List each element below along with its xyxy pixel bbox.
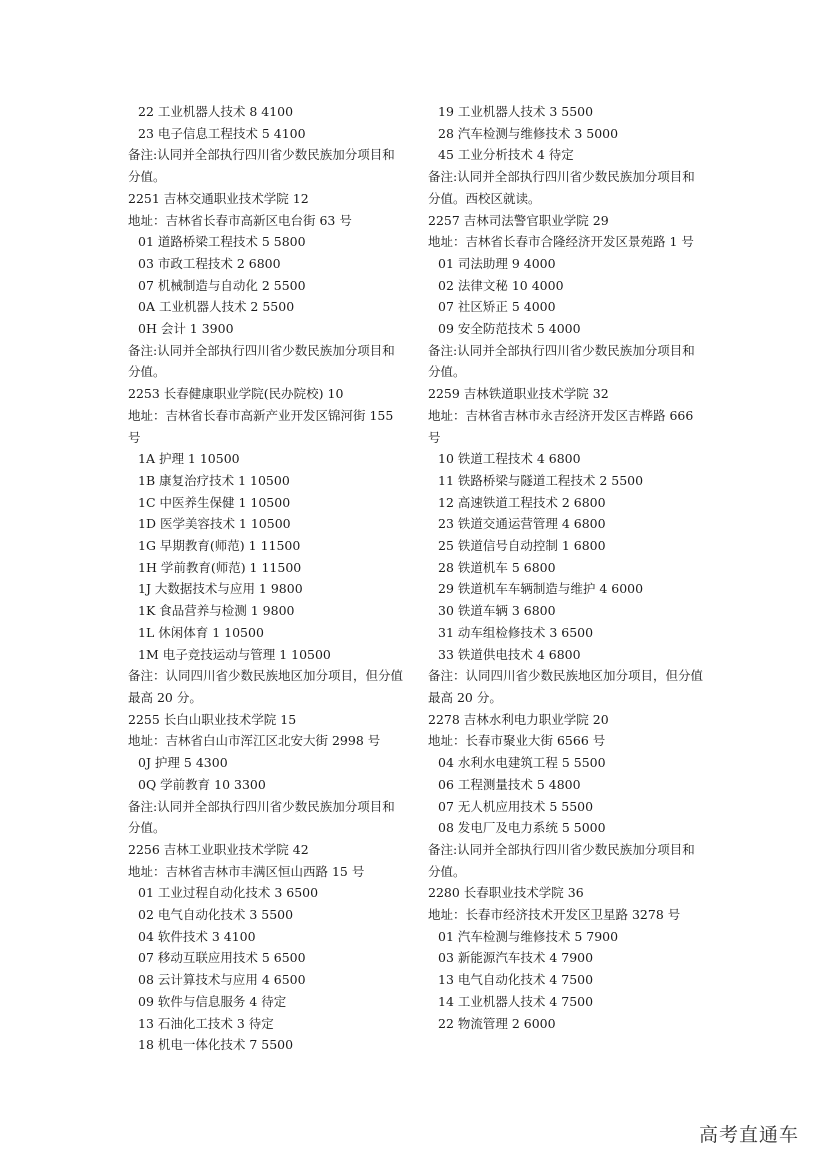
program-entry: 04 水利水电建筑工程 5 5500 — [438, 755, 606, 771]
school-heading: 2253 长春健康职业学院(民办院校) 10 — [128, 386, 344, 402]
remark-note: 备注:认同并全部执行四川省少数民族加分项目和分值。 — [128, 798, 395, 836]
program-entry: 33 铁道供电技术 4 6800 — [438, 646, 581, 662]
watermark-logo: 高考直通车 — [698, 1124, 799, 1146]
school-address: 地址：吉林省长春市合隆经济开发区景苑路 1 号 — [428, 234, 694, 250]
school-address: 地址：吉林省长春市高新产业开发区锦河街 155 号 — [128, 407, 394, 445]
program-entry: 11 铁路桥梁与隧道工程技术 2 5500 — [438, 472, 644, 488]
program-entry: 09 软件与信息服务 4 待定 — [138, 993, 287, 1009]
program-entry: 1L 休闲体育 1 10500 — [138, 624, 264, 640]
program-entry: 13 电气自动化技术 4 7500 — [438, 972, 594, 988]
school-address: 地址：吉林省长春市高新区电台街 63 号 — [128, 212, 352, 228]
program-entry: 01 工业过程自动化技术 3 6500 — [138, 885, 319, 901]
program-entry: 19 工业机器人技术 3 5500 — [438, 104, 594, 119]
program-entry: 07 无人机应用技术 5 5500 — [438, 798, 594, 814]
program-entry: 1C 中医养生保健 1 10500 — [138, 494, 291, 510]
program-entry: 08 发电厂及电力系统 5 5000 — [438, 820, 606, 836]
program-entry: 1M 电子竞技运动与管理 1 10500 — [138, 646, 331, 662]
school-address: 地址：吉林省吉林市丰满区恒山西路 15 号 — [128, 863, 365, 879]
program-entry: 0A 工业机器人技术 2 5500 — [138, 299, 295, 315]
remark-note: 备注:认同并全部执行四川省少数民族加分项目和分值。 — [128, 342, 395, 380]
right-column — [428, 101, 705, 1034]
program-entry: 02 法律文秘 10 4000 — [438, 277, 564, 293]
left-column — [128, 101, 405, 1056]
program-entry: 07 社区矫正 5 4000 — [438, 299, 556, 315]
program-entry: 0J 护理 5 4300 — [138, 755, 228, 771]
program-entry: 31 动车组检修技术 3 6500 — [438, 624, 594, 640]
remark-note: 备注:认同并全部执行四川省少数民族加分项目和分值。 — [428, 841, 695, 879]
program-entry: 07 机械制造与自动化 2 5500 — [138, 277, 306, 293]
program-entry: 1A 护理 1 10500 — [138, 451, 240, 467]
program-entry: 02 电气自动化技术 3 5500 — [138, 907, 294, 923]
program-entry: 1K 食品营养与检测 1 9800 — [138, 603, 295, 619]
remark-note: 备注：认同四川省少数民族地区加分项目，但分值最高 20 分。 — [428, 668, 704, 705]
program-entry: 45 工业分析技术 4 待定 — [438, 147, 574, 163]
school-address: 地址：吉林省白山市浑江区北安大街 2998 号 — [128, 733, 381, 749]
school-address: 地址：长春市聚业大街 6566 号 — [428, 733, 606, 749]
program-entry: 23 铁道交通运营管理 4 6800 — [438, 516, 606, 532]
school-heading: 2257 吉林司法警官职业学院 29 — [428, 212, 609, 228]
school-heading: 2255 长白山职业技术学院 15 — [128, 711, 297, 727]
program-entry: 25 铁道信号自动控制 1 6800 — [438, 538, 606, 554]
program-entry: 28 铁道机车 5 6800 — [438, 559, 556, 575]
school-address: 地址：吉林省吉林市永吉经济开发区吉桦路 666 号 — [428, 407, 694, 445]
program-entry: 07 移动互联应用技术 5 6500 — [138, 950, 306, 966]
program-entry: 12 高速铁道工程技术 2 6800 — [438, 494, 606, 510]
program-entry: 01 司法助理 9 4000 — [438, 255, 556, 271]
remark-note: 备注:认同并全部执行四川省少数民族加分项目和分值。 — [428, 342, 695, 380]
program-entry: 0H 会计 1 3900 — [138, 321, 234, 337]
remark-note: 备注：认同四川省少数民族地区加分项目，但分值最高 20 分。 — [128, 668, 404, 705]
program-entry: 23 电子信息工程技术 5 4100 — [138, 125, 306, 141]
program-entry: 28 汽车检测与维修技术 3 5000 — [438, 125, 619, 141]
school-heading: 2280 长春职业技术学院 36 — [428, 885, 584, 901]
program-entry: 04 软件技术 3 4100 — [138, 928, 256, 944]
program-entry: 22 物流管理 2 6000 — [438, 1015, 556, 1031]
program-entry: 18 机电一体化技术 7 5500 — [138, 1037, 294, 1053]
program-entry: 30 铁道车辆 3 6800 — [438, 603, 556, 619]
program-entry: 01 道路桥梁工程技术 5 5800 — [138, 234, 306, 250]
program-entry: 01 汽车检测与维修技术 5 7900 — [438, 928, 619, 944]
program-entry: 08 云计算技术与应用 4 6500 — [138, 972, 306, 988]
program-entry: 03 市政工程技术 2 6800 — [138, 255, 281, 271]
school-heading: 2278 吉林水利电力职业学院 20 — [428, 711, 609, 727]
program-entry: 10 铁道工程技术 4 6800 — [438, 451, 581, 467]
program-entry: 29 铁道机车车辆制造与维护 4 6000 — [438, 581, 644, 597]
program-entry: 06 工程测量技术 5 4800 — [438, 776, 581, 792]
school-heading: 2259 吉林铁道职业技术学院 32 — [428, 386, 609, 402]
program-entry: 1D 医学美容技术 1 10500 — [138, 516, 291, 532]
school-heading: 2256 吉林工业职业技术学院 42 — [128, 841, 309, 857]
remark-note: 备注:认同并全部执行四川省少数民族加分项目和分值。 — [128, 147, 395, 185]
remark-note: 备注:认同并全部执行四川省少数民族加分项目和分值。西校区就读。 — [428, 169, 695, 206]
school-address: 地址：长春市经济技术开发区卫星路 3278 号 — [428, 907, 681, 923]
program-entry: 03 新能源汽车技术 4 7900 — [438, 950, 594, 966]
school-heading: 2251 吉林交通职业技术学院 12 — [128, 190, 309, 206]
program-entry: 1G 早期教育(师范) 1 11500 — [138, 538, 301, 554]
program-entry: 1B 康复治疗技术 1 10500 — [138, 472, 290, 488]
program-entry: 13 石油化工技术 3 待定 — [138, 1015, 274, 1031]
program-entry: 1J 大数据技术与应用 1 9800 — [138, 581, 303, 597]
program-entry: 09 安全防范技术 5 4000 — [438, 321, 581, 337]
program-entry: 14 工业机器人技术 4 7500 — [438, 993, 594, 1009]
program-entry: 1H 学前教育(师范) 1 11500 — [138, 559, 302, 575]
program-entry: 0Q 学前教育 10 3300 — [138, 776, 266, 792]
program-entry: 22 工业机器人技术 8 4100 — [138, 104, 294, 119]
